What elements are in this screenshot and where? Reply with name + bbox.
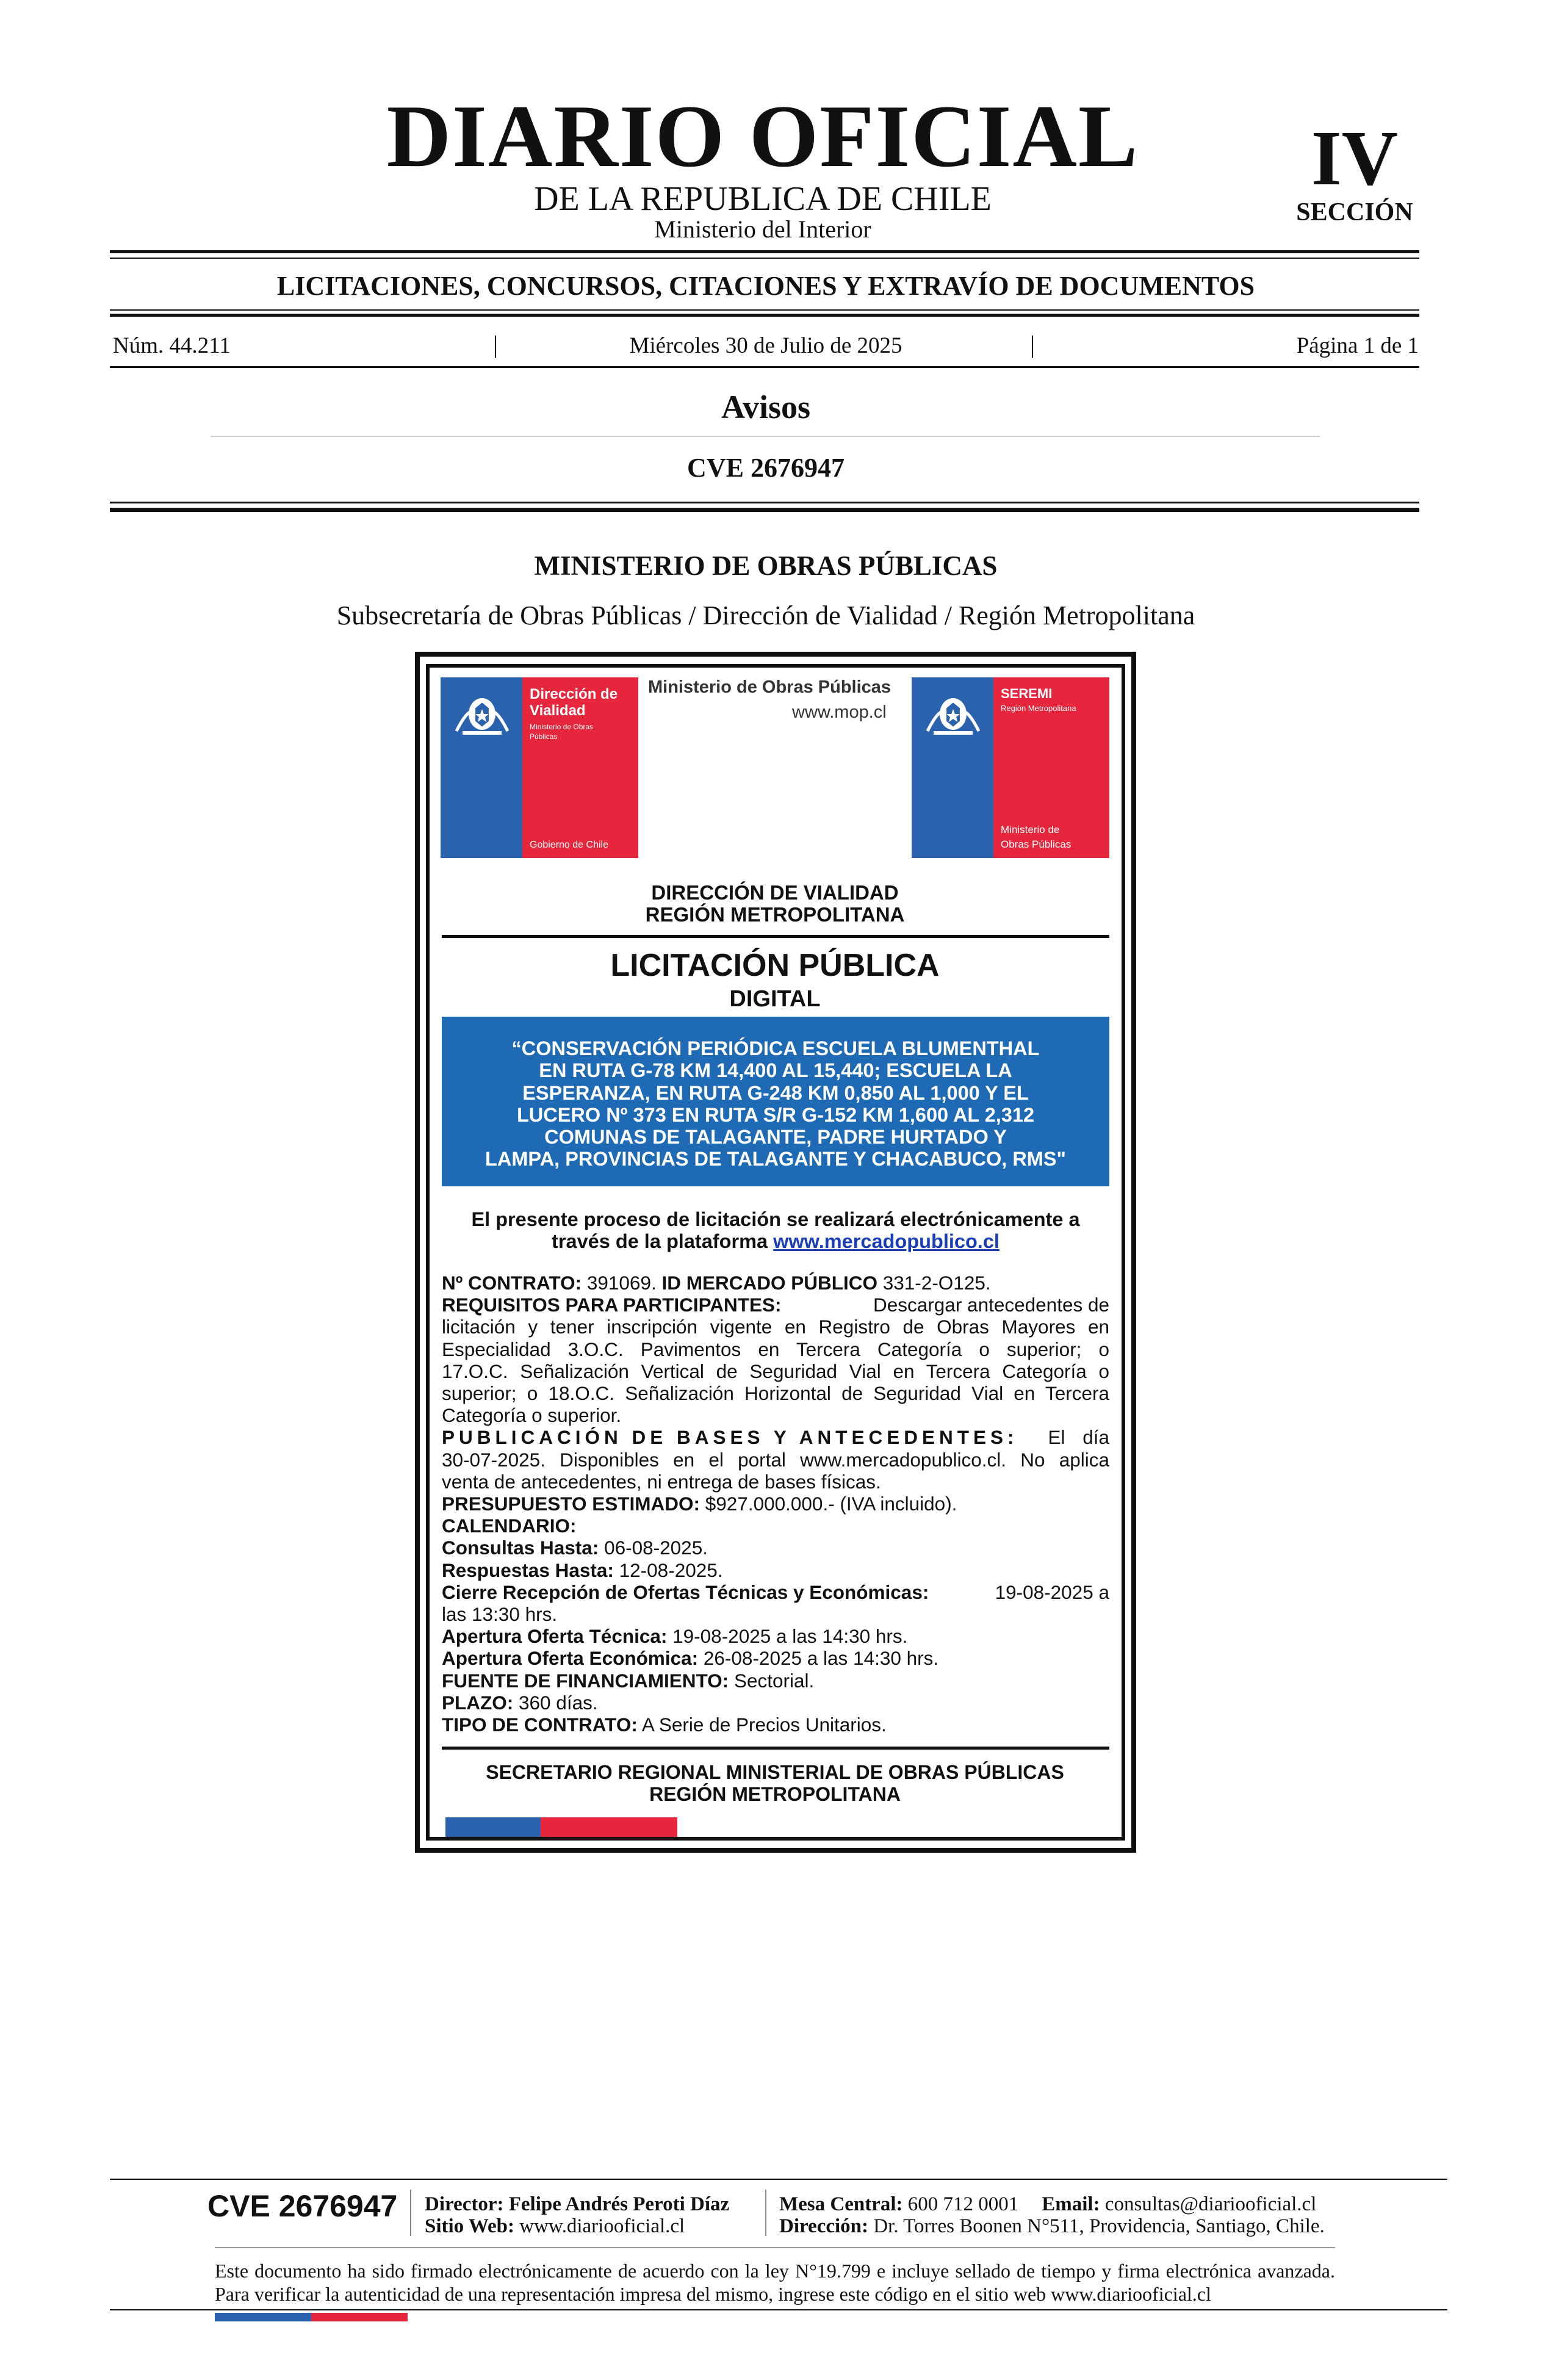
director-label: Director:	[425, 2193, 504, 2215]
vialidad-logo-line2: Vialidad	[530, 702, 586, 719]
requirements-line: 17.O.C. Señalización Vertical de Seguridad Vial en Tercera Categoría o	[442, 1360, 1109, 1382]
signature-line2: REGIÓN METROPOLITANA	[649, 1783, 901, 1806]
project-line: COMUNAS DE TALAGANTE, PADRE HURTADO Y	[544, 1126, 1007, 1149]
requirements-text: Descargar antecedentes de	[873, 1294, 1109, 1316]
footer-flag-red	[311, 2313, 408, 2321]
calendar-line	[442, 1515, 1109, 1537]
publication-text: El día	[1048, 1426, 1109, 1449]
queries-line	[442, 1537, 1109, 1559]
electronic-line2	[442, 1230, 1109, 1252]
term-value: 360 días.	[519, 1691, 598, 1714]
requirements-line: superior; o 18.O.C. Señalización Horizontal de Seguridad Vial en Tercera	[442, 1382, 1109, 1405]
footer-divider	[765, 2190, 766, 2236]
requirements-line: Especialidad 3.O.C. Pavimentos en Tercera Categoría o superior; o	[442, 1338, 1109, 1360]
publication-line: 30-07-2025. Disponibles en el portal www.mercadopublico.cl. No aplica	[442, 1448, 1109, 1471]
meta-separator: |	[1030, 331, 1036, 358]
chile-coat-of-arms-icon	[450, 683, 514, 738]
project-line: LUCERO Nº 373 EN RUTA S/R G-152 KM 1,600 AL 2,312	[516, 1103, 1035, 1126]
section-heading: LICITACIONES, CONCURSOS, CITACIONES Y EXTRAVÍO DE DOCUMENTOS	[276, 271, 1255, 301]
footer-director	[425, 2194, 729, 2215]
footer-cve: CVE 2676947	[207, 2189, 398, 2223]
vialidad-logo-line1: Dirección de	[530, 686, 618, 702]
tech-opening-line	[442, 1625, 1109, 1647]
central-label: Mesa Central:	[779, 2193, 903, 2215]
term-label: PLAZO:	[442, 1691, 514, 1714]
type-label: TIPO DE CONTRATO:	[442, 1714, 638, 1736]
footer-rule-bottom	[110, 2309, 1447, 2310]
ad-details	[442, 1272, 1109, 1736]
signature	[427, 1761, 1123, 1806]
vialidad-logo-line3: Ministerio de Obras	[530, 723, 594, 731]
category-rule	[211, 436, 1320, 437]
flag-stripe-blue	[445, 1817, 541, 1837]
publication-line: venta de antecedentes, ni entrega de bases físicas.	[442, 1470, 881, 1493]
mop-name: Ministerio de Obras Públicas	[648, 677, 891, 697]
ad-subtitle: DIGITAL	[729, 986, 821, 1012]
email-value[interactable]: consultas@diariooficial.cl	[1104, 2193, 1317, 2215]
requirements-line	[442, 1294, 1109, 1316]
address-value: Dr. Torres Boonen N°511, Providencia, Santiago, Chile.	[873, 2215, 1325, 2237]
id-label: ID MERCADO PÚBLICO	[661, 1272, 877, 1294]
requirements-label: REQUISITOS PARA PARTICIPANTES:	[442, 1294, 782, 1316]
issue-number: Núm. 44.211	[113, 333, 231, 358]
seremi-logo-line2: Región Metropolitana	[1001, 704, 1076, 713]
meta-rule	[110, 366, 1419, 368]
meta-separator: |	[493, 331, 499, 358]
closing-label: Cierre Recepción de Ofertas Técnicas y Económicas:	[442, 1581, 929, 1603]
closing-value: 19-08-2025 a	[995, 1581, 1109, 1603]
section-number: IV	[1311, 115, 1399, 201]
cve-rule-thin	[110, 502, 1419, 503]
section-label: SECCIÓN	[1296, 198, 1413, 226]
budget-line	[442, 1493, 1109, 1515]
econ-label: Apertura Oferta Económica:	[442, 1647, 699, 1670]
answers-label: Respuestas Hasta:	[442, 1559, 614, 1581]
funding-value: Sectorial.	[733, 1669, 815, 1692]
footer-flag-blue	[215, 2313, 311, 2321]
queries-value: 06-08-2025.	[604, 1537, 708, 1559]
queries-label: Consultas Hasta:	[442, 1537, 599, 1559]
project-line: ESPERANZA, EN RUTA G-248 KM 0,850 AL 1,000 Y EL	[522, 1081, 1029, 1104]
publication-line	[442, 1426, 1109, 1448]
econ-value: 26-08-2025 a las 14:30 hrs.	[703, 1647, 939, 1670]
director-value: Felipe Andrés Peroti Díaz	[508, 2193, 730, 2215]
project-line: “CONSERVACIÓN PERIÓDICA ESCUELA BLUMENTHAL	[511, 1037, 1040, 1059]
chile-coat-of-arms-icon	[921, 683, 985, 738]
footer-rule-top	[110, 2179, 1447, 2180]
notice-ministry: MINISTERIO DE OBRAS PÚBLICAS	[534, 550, 998, 581]
budget-label: PRESUPUESTO ESTIMADO:	[442, 1493, 700, 1515]
footer-rule-mid	[215, 2247, 1335, 2248]
footer-central	[779, 2194, 1316, 2215]
contract-value: 391069.	[586, 1272, 657, 1294]
funding-line	[442, 1670, 1109, 1692]
seremi-logo-line1: SEREMI	[1001, 686, 1053, 701]
cve-rule-thick	[110, 508, 1419, 512]
publication-label: PUBLICACIÓN DE BASES Y ANTECEDENTES:	[442, 1426, 1018, 1449]
electronic-line2-text: través de la plataforma	[552, 1230, 768, 1253]
section-rule-thin	[110, 309, 1419, 311]
closing-line: las 13:30 hrs.	[442, 1603, 558, 1626]
section-rule-thick	[110, 314, 1419, 317]
header-rule-thick	[110, 250, 1419, 253]
id-value: 331-2-O125.	[882, 1272, 991, 1294]
ad-direction-line2: REGIÓN METROPOLITANA	[645, 903, 905, 926]
category-heading: Avisos	[721, 389, 811, 425]
issue-date: Miércoles 30 de Julio de 2025	[629, 333, 902, 358]
funding-label: FUENTE DE FINANCIAMIENTO:	[442, 1669, 729, 1692]
contract-label: Nº CONTRATO:	[442, 1272, 582, 1294]
masthead-ministry: Ministerio del Interior	[654, 215, 871, 243]
vialidad-logo-line4: Públicas	[530, 732, 558, 741]
closing-line	[442, 1581, 1109, 1603]
masthead-subtitle: DE LA REPUBLICA DE CHILE	[534, 180, 992, 218]
tech-label: Apertura Oferta Técnica:	[442, 1625, 668, 1648]
electronic-line1: El presente proceso de licitación se realizará electrónicamente a	[471, 1208, 1080, 1230]
ad-divider	[442, 935, 1109, 938]
signature-divider	[442, 1747, 1109, 1750]
econ-opening-line	[442, 1647, 1109, 1669]
term-line	[442, 1692, 1109, 1714]
footer-divider	[410, 2190, 411, 2236]
calendar-label: CALENDARIO:	[442, 1515, 577, 1537]
central-value: 600 712 0001	[907, 2193, 1019, 2215]
answers-line	[442, 1559, 1109, 1581]
project-line: LAMPA, PROVINCIAS DE TALAGANTE Y CHACABUCO, RMS"	[485, 1148, 1066, 1170]
email-label: Email:	[1042, 2193, 1100, 2215]
cve-code: CVE 2676947	[687, 453, 845, 483]
masthead-title: DIARIO OFICIAL	[386, 87, 1139, 186]
footer-address	[779, 2216, 1325, 2237]
vialidad-logo-bottom: Gobierno de Chile	[530, 840, 608, 850]
site-value[interactable]: www.diariooficial.cl	[519, 2215, 685, 2237]
tech-value: 19-08-2025 a las 14:30 hrs.	[672, 1625, 908, 1648]
header-rule-thin	[110, 258, 1419, 259]
ad-title: LICITACIÓN PÚBLICA	[610, 948, 940, 983]
ad-direction-line1: DIRECCIÓN DE VIALIDAD	[651, 881, 899, 904]
notice-subsecretary: Subsecretaría de Obras Públicas / Dirección de Vialidad / Región Metropolitana	[336, 600, 1195, 630]
project-title	[442, 1037, 1109, 1170]
site-label: Sitio Web:	[425, 2215, 515, 2237]
electronic-process	[442, 1208, 1109, 1253]
requirements-line: licitación y tener inscripción vigente en Registro de Obras Mayores en	[442, 1316, 1109, 1338]
answers-value: 12-08-2025.	[619, 1559, 723, 1581]
page-indicator: Página 1 de 1	[1296, 333, 1419, 358]
contract-type-line	[442, 1714, 1109, 1736]
footer-site	[425, 2216, 685, 2237]
mercadopublico-link[interactable]: www.mercadopublico.cl	[773, 1230, 1000, 1253]
address-label: Dirección:	[779, 2215, 869, 2237]
type-value: A Serie de Precios Unitarios.	[641, 1714, 887, 1736]
seremi-logo-bottom2: Obras Públicas	[1001, 838, 1072, 850]
project-line: EN RUTA G-78 KM 14,400 AL 15,440; ESCUELA LA	[539, 1059, 1012, 1082]
budget-value: $927.000.000.- (IVA incluido).	[705, 1493, 957, 1515]
requirements-line: Categoría o superior.	[442, 1404, 622, 1427]
flag-stripe-red	[541, 1817, 677, 1837]
mop-url: www.mop.cl	[792, 702, 887, 722]
ad-direction	[427, 882, 1123, 926]
contract-line	[442, 1272, 1109, 1294]
signature-line1: SECRETARIO REGIONAL MINISTERIAL DE OBRAS PÚBLICAS	[486, 1761, 1064, 1783]
footer-legal: Este documento ha sido firmado electrónicamente de acuerdo con la ley N°19.799 e incluye sellado de tiempo y firma electrónica avanzada. Para verificar la autenticidad de una representación impresa del mismo, ingrese este código en el sitio web www.diariooficial.cl	[215, 2260, 1335, 2305]
seremi-logo-bottom1: Ministerio de	[1001, 824, 1060, 835]
